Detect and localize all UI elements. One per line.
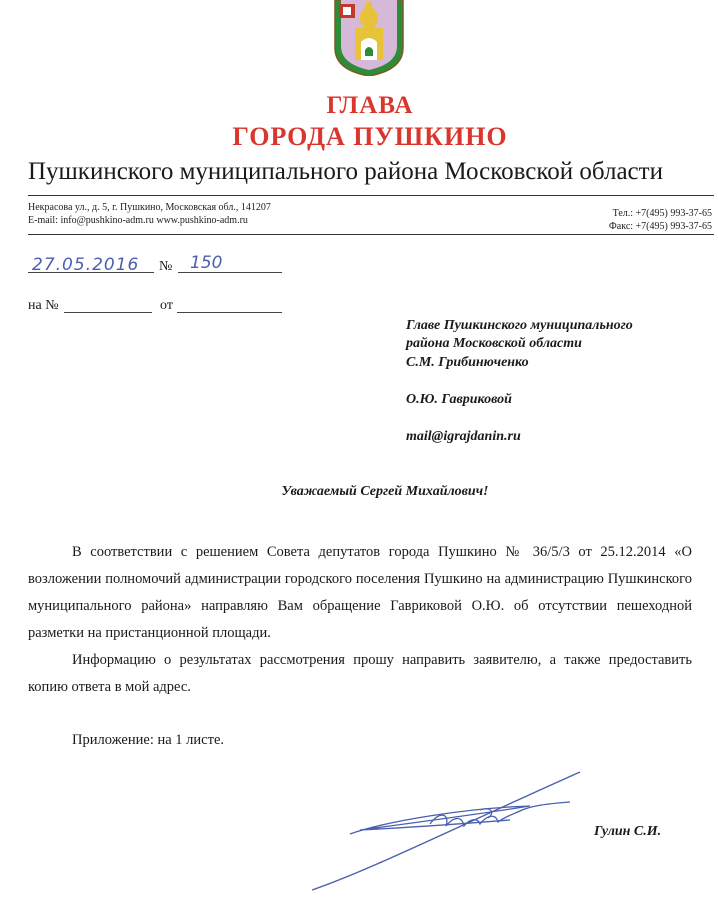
number-underline [178,272,282,273]
title-line-1: ГЛАВА [326,92,414,119]
coat-of-arms-icon [333,0,405,76]
fax-text: Факс: +7(495) 993-37-65 [608,221,712,232]
attachment-note: Приложение: на 1 листе. [72,732,225,748]
from-underline [177,312,282,313]
salutation: Уважаемый Сергей Михайлович! [281,484,489,499]
body-paragraph-2: Информацию о результатах рассмотрения прошу направить заявителю, а также предоставить копию ответа в мой адрес. [28,652,692,695]
reference-underline [64,312,152,313]
email-text: E-mail: info@pushkino-adm.ru www.pushkino-adm.ru [28,215,248,226]
letter-body [28,539,692,701]
phone-text: Тел.: +7(495) 993-37-65 [612,208,712,219]
recipient-email: mail@igrajdanin.ru [406,429,521,444]
title-line-3: Пушкинского муниципального района Московской области [28,158,663,185]
header-divider-bottom [28,234,714,235]
signer-name: Гулин С.И. [594,824,662,839]
title-line-2: ГОРОДА ПУШКИНО [232,122,508,151]
copy-recipient: О.Ю. Гавриковой [406,392,512,407]
header-divider-top [28,195,714,196]
outgoing-number: 150 [190,253,223,273]
number-label: № [159,259,173,274]
date-underline [28,272,154,273]
body-paragraph-1: В соответствии с решением Совета депутатов города Пушкино № 36/5/3 от 25.12.2014 «О возложении полномочий администрации городского поселения Пушкино на администрацию Пушкинского муниципального района» направляю Вам обращение Гавриковой О.Ю. об отсутствии пешеходной разметки на пристанционной площади. [28,544,692,641]
handwritten-signature [300,770,600,897]
recipient-line-3: С.М. Грибинюченко [406,355,529,370]
recipient-line-2: района Московской области [406,336,582,351]
address-text: Некрасова ул., д. 5, г. Пушкино, Московская обл., 141207 [28,202,271,213]
recipient-line-1: Главе Пушкинского муниципального [406,318,633,333]
outgoing-date: 27.05.2016 [32,255,140,275]
from-label: от [160,298,173,313]
reference-label: на № [28,298,59,313]
